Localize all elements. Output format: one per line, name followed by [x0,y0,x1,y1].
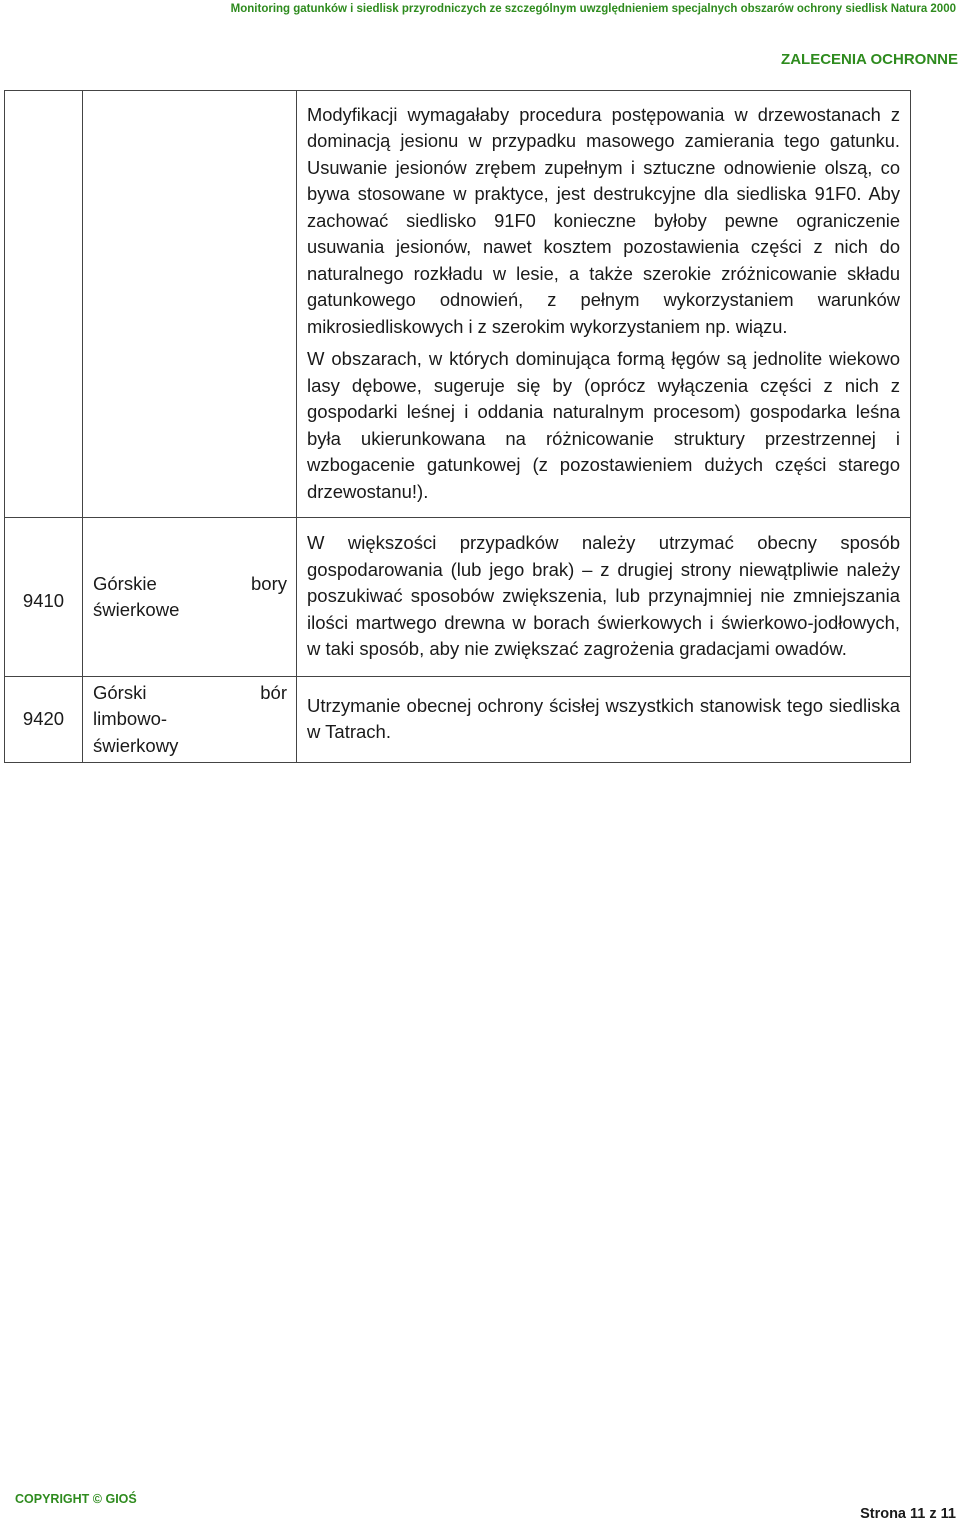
table-row [5,91,911,518]
habitat-code-cell: 9410 [5,518,83,677]
recommendation-cell [297,91,911,518]
habitat-name: Górski limbowo-świerkowy [93,681,179,756]
recommendations-table [4,90,911,763]
document-header-title: Monitoring gatunków i siedlisk przyrodniczych ze szczególnym uwzględnieniem specjalnych obszarów ochrony siedlisk Natura 2000 [230,3,956,15]
recommendation-paragraph: Modyfikacji wymagałaby procedura postępowania w drzewostanach z dominacją jesionu w przypadku masowego zamierania tego gatunku. Usuwanie jesionów zrębem zupełnym i sztuczne odnowienie olszą, co bywa stosowane w praktyce, jest destrukcyjne dla siedliska 91F0. Aby zachować siedlisko 91F0 konieczne byłoby pewne ograniczenie usuwania jesionów, nawet kosztem pozostawienia części z nich do naturalnego rozkładu w lesie, a także szerokie zróżnicowanie składu gatunkowego odnowień, z pełnym wykorzystaniem warunków mikrosiedliskowych i z szerokim wykorzystaniem np. wiązu. [307,103,900,337]
page-number: Strona 11 z 11 [860,1506,956,1522]
recommendation-paragraph: W obszarach, w których dominująca formą łęgów są jednolite wiekowo lasy dębowe, sugeruje się by (oprócz wyłączenia części z nich z gospodarki leśnej i oddania naturalnym procesom) gospodarka leśna była ukierunkowana na różnicowanie struktury przestrzennej i wzbogacenie gatunkowej (z pozostawieniem dużych części starego drzewostanu!). [307,348,900,502]
copyright-notice: COPYRIGHT © GIOŚ [15,1492,137,1506]
habitat-name-cell [83,91,297,518]
habitat-name-suffix: bory [251,572,287,594]
habitat-name-suffix: bór [260,681,287,703]
habitat-name-cell [83,677,297,763]
habitat-name-cell [83,518,297,677]
recommendation-cell [297,518,911,677]
habitat-name: Górskie świerkowe [93,572,180,620]
recommendation-cell [297,677,911,763]
habitat-code-cell [5,91,83,518]
recommendation-paragraph: Utrzymanie obecnej ochrony ścisłej wszystkich stanowisk tego siedliska w Tatrach. [307,694,900,742]
recommendation-paragraph: W większości przypadków należy utrzymać obecny sposób gospodarowania (lub jego brak) – z drugiej strony niewątpliwie należy poszukiwać sposobów zwiększenia, lub przynajmniej nie zmniejszania ilości martwego drewna w borach świerkowych i świerkowo-jodłowych, w taki sposób, aby nie zwiększać zagrożenia gradacjami owadów. [307,532,900,660]
habitat-code-cell: 9420 [5,677,83,763]
table-row [5,677,911,763]
section-title: ZALECENIA OCHRONNE [781,51,958,68]
table-row [5,518,911,677]
